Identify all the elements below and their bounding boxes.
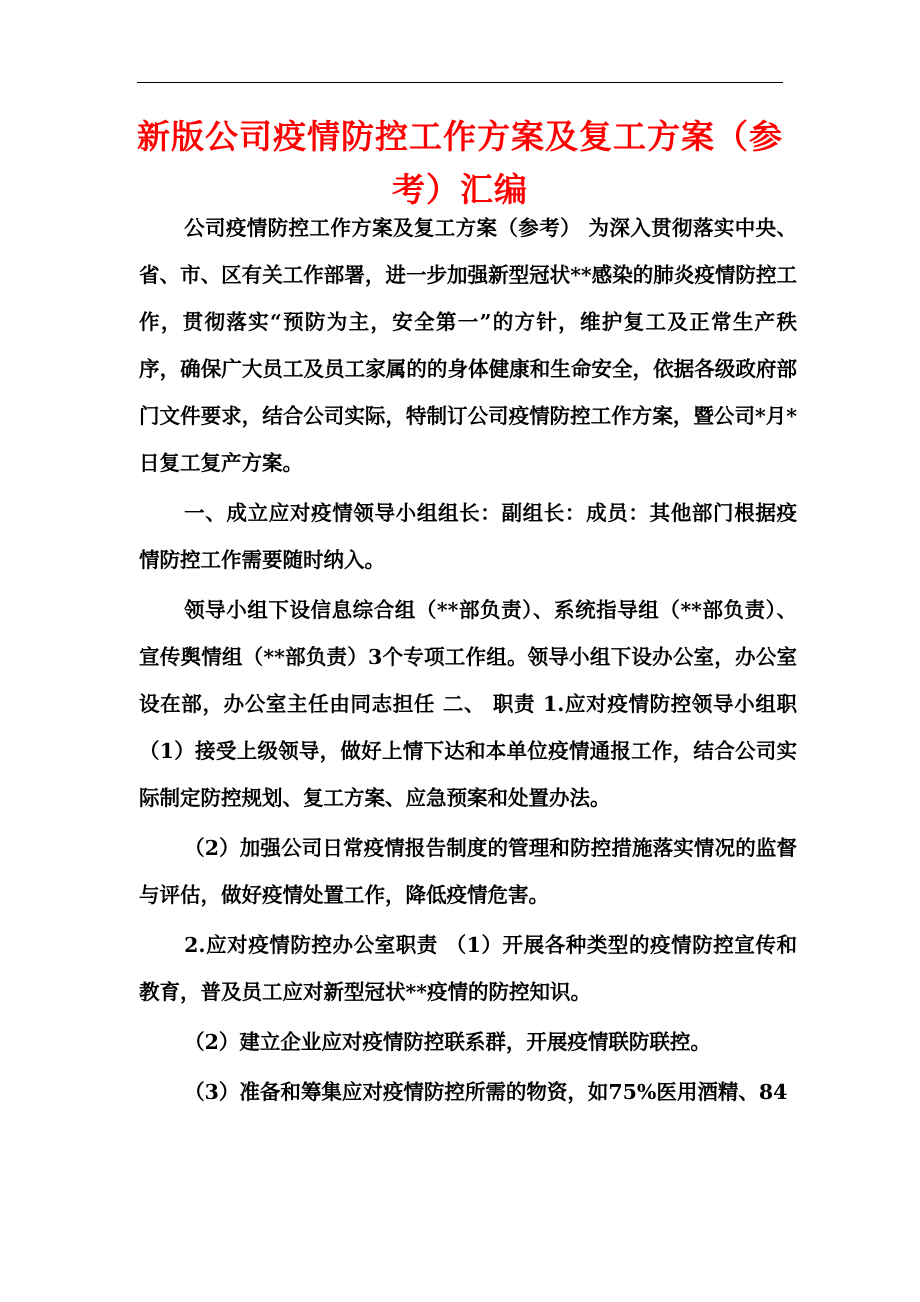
paragraph-leadership-groups: 领导小组下设信息综合组（**部负责）、系统指导组（**部负责）、宣传舆情组（**部负责）3个专项工作组。领导小组下设办公室，办公室设在部，办公室主任由同志担任 二、 职责 1.应对疫情防控领导小组职 （1）接受上级领导，做好上情下达和本单位疫情通报工作，结合公司实际制定防控规划、复工方案、应急预案和处置办法。 bbox=[139, 598, 797, 810]
paragraph-office-duties: 2.应对疫情防控办公室职责 （1）开展各种类型的疫情防控宣传和教育，普及员工应对新型冠状**疫情的防控知识。 bbox=[139, 933, 797, 1004]
paragraph-office-duty-3: （3）准备和筹集应对疫情防控所需的物资，如75%医用酒精、84 bbox=[184, 1080, 788, 1104]
document-body bbox=[139, 205, 797, 1116]
paragraph-section-1: 一、成立应对疫情领导小组组长：副组长：成员：其他部门根据疫情防控工作需要随时纳入。 bbox=[139, 501, 797, 572]
header-rule bbox=[137, 82, 783, 83]
paragraph-duty-2: （2）加强公司日常疫情报告制度的管理和防控措施落实情况的监督与评估，做好疫情处置工作，降低疫情危害。 bbox=[139, 836, 797, 907]
document-title: 新版公司疫情防控工作方案及复工方案（参考）汇编 bbox=[137, 117, 783, 209]
paragraph-intro: 公司疫情防控工作方案及复工方案（参考） 为深入贯彻落实中央、省、市、区有关工作部署，进一步加强新型冠状**感染的肺炎疫情防控工作，贯彻落实“预防为主，安全第一”的方针，维护复工及正常生产秩序，确保广大员工及员工家属的的身体健康和生命安全，依据各级政府部门文件要求，结合公司实际，特制订公司疫情防控工作方案，暨公司*月*日复工复产方案。 bbox=[139, 216, 797, 475]
paragraph-office-duty-2: （2）建立企业应对疫情防控联系群，开展疫情联防联控。 bbox=[184, 1030, 711, 1054]
